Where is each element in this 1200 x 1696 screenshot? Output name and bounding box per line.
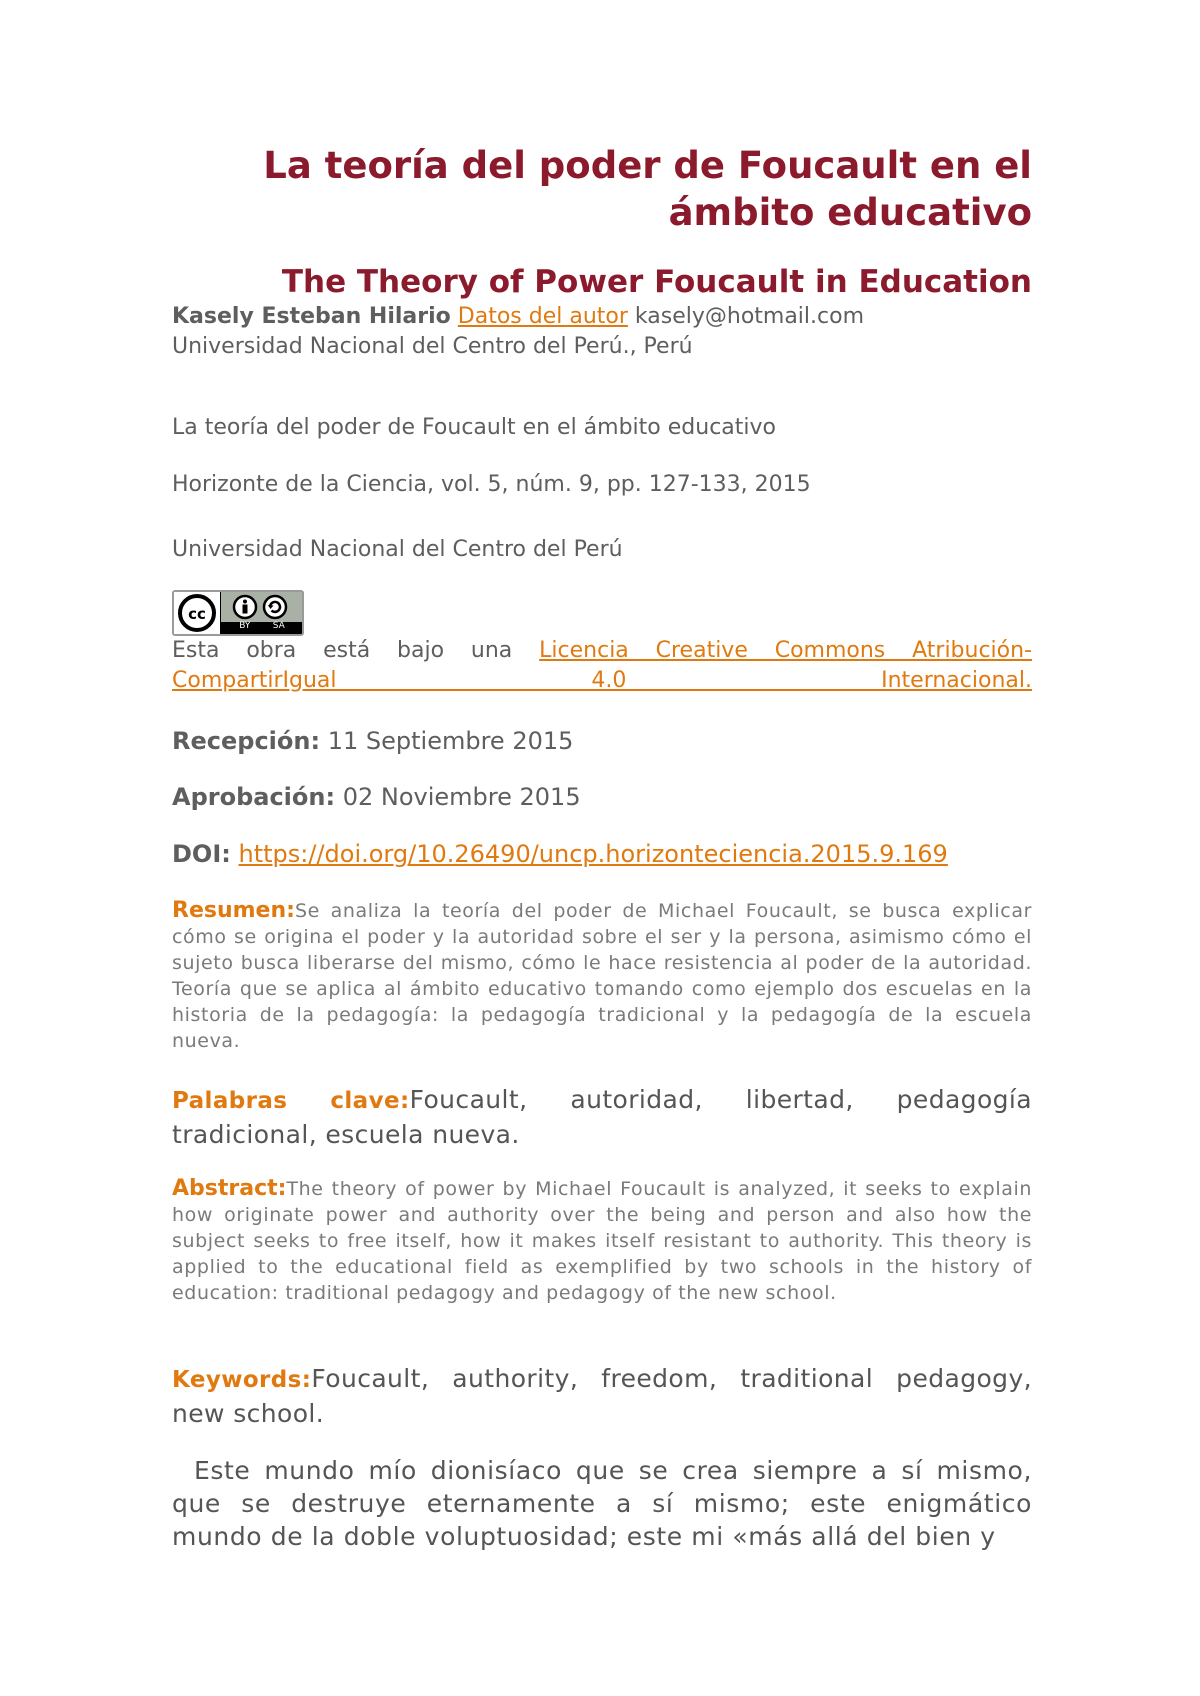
author-line [172,302,1032,332]
palabras-clave-text: Foucault, autoridad, libertad, pedagogía tradicional, escuela nueva. [172,1085,1032,1149]
author-name: Kasely Esteban Hilario [172,304,451,329]
keywords-label: Keywords: [172,1367,312,1393]
author-block [172,302,1032,362]
license-statement [172,636,1032,696]
journal-line: Horizonte de la Ciencia, vol. 5, núm. 9, pp. 127-133, 2015 [172,472,811,497]
doi-label: DOI: [172,840,231,868]
doi-line [172,838,1032,870]
epigraph-paragraph: Este mundo mío dionisíaco que se crea siempre a sí mismo, que se destruye eternamente a sí mismo; este enigmático mundo de la doble voluptuosidad; este mi «más allá del bien y [172,1456,1032,1551]
doi-link[interactable]: https://doi.org/10.26490/uncp.horizonteciencia.2015.9.169 [238,840,948,868]
article-title-line: La teoría del poder de Foucault en el ámbito educativo [172,415,776,440]
approval-line [172,781,1032,813]
palabras-clave-paragraph [172,1083,1032,1151]
cc-sa-label: SA [272,621,285,631]
abstract-text: The theory of power by Michael Foucault is analyzed, it seeks to explain how originate power and authority over the being and person and also how the subject seeks to free itself, how it makes itself resistant to authority. This theory is applied to the educational field as exemplified by two schools in the history of education: traditional pedagogy and pedagogy of the new school. [172,1178,1032,1304]
cc-by-label: BY [239,621,251,631]
license-prefix: Esta obra está bajo una [172,638,513,663]
attribution-icon [234,596,256,618]
cc-license-badge[interactable] [172,590,304,636]
author-email: kasely@hotmail.com [634,304,865,329]
resumen-paragraph [172,898,1032,1054]
reception-date: 11 Septiembre 2015 [327,727,574,755]
author-affiliation: Universidad Nacional del Centro del Perú., Perú [172,334,693,359]
reception-label: Recepción: [172,727,321,755]
share-alike-icon [264,596,286,618]
approval-label: Aprobación: [172,783,336,811]
keywords-paragraph [172,1362,1032,1430]
resumen-label: Resumen: [172,898,295,923]
reception-line [172,725,1032,757]
abstract-paragraph [172,1176,1032,1306]
cc-icon [174,592,221,634]
keywords-text: Foucault, authority, freedom, traditional pedagogy, new school. [172,1364,1032,1428]
author-data-link[interactable]: Datos del autor [457,304,628,329]
publisher-line: Universidad Nacional del Centro del Perú [172,537,623,562]
abstract-label: Abstract: [172,1176,287,1201]
article-title: La teoría del poder de Foucault en el ámbito educativo [263,144,1032,234]
palabras-clave-label: Palabras clave: [172,1088,410,1114]
resumen-text: Se analiza la teoría del poder de Michael Foucault, se busca explicar cómo se origina el poder y la autoridad sobre el ser y la persona, asimismo cómo el sujeto busca liberarse del mismo, cómo le hace resistencia al poder de la autoridad. Teoría que se aplica al ámbito educativo tomando como ejemplo dos escuelas en la historia de la pedagogía: la pedagogía tradicional y la pedagogía de la escuela nueva. [172,900,1032,1052]
license-link[interactable]: Licencia Creative Commons Atribución-CompartirIgual 4.0 Internacional. [172,638,1033,693]
article-subtitle: The Theory of Power Foucault in Education [281,264,1032,300]
svg-text:cc: cc [188,605,206,623]
approval-date: 02 Noviembre 2015 [342,783,581,811]
